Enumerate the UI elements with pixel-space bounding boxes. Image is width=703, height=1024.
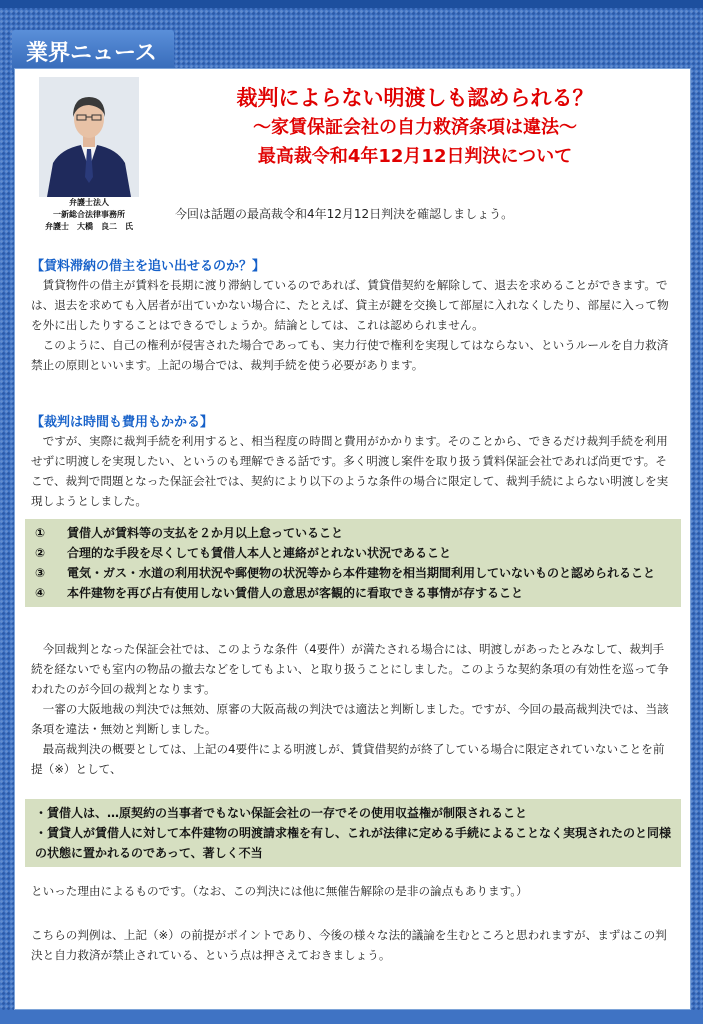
condition-item [35,543,671,563]
title-line-1: 裁判によらない明渡しも認められる？ [236,86,594,110]
top-banner [0,0,703,8]
condition-item [35,583,671,603]
conditions-box [25,519,681,607]
condition-text: 合理的な手段を尽くしても賃借人本人と連絡がとれない状況であること [67,546,452,560]
condition-text: 賃借人が賃料等の支払を２か月以上怠っていること [67,526,344,540]
title-line-3: 最高裁令和4年12月12日判決について [257,146,573,167]
paragraph: 賃貸物件の借主が賃料を長期に渡り滞納しているのであれば、賃貸借契約を解除して、退去を求めることができます。では、退去を求めても入居者が出ていかない場合に、たとえば、貸主が鍵を交換して部屋に入れなくしたり、部屋に入って物を外に出したりすることはできるでしょうか。結論としては、これは認められません。 [31,278,669,332]
paragraph: 最高裁判決の概要としては、上記の4要件による明渡しが、賃貸借契約が終了している場合に限定されていないことを前提（※）として、 [31,742,665,776]
condition-item [35,563,671,583]
condition-item [35,523,671,543]
condition-number: ② [35,546,46,560]
condition-number: ④ [35,586,46,600]
section-body-1 [31,275,675,375]
author-firm-name: 一新総合法律事務所 [53,210,125,219]
section-label: 業界ニュース [12,30,174,72]
paragraph: このように、自己の権利が侵害された場合であっても、実力行使で権利を実現してはならない、というルールを自力救済禁止の原則といいます。上記の場合では、裁判手続を使う必要があります。 [31,338,669,372]
section-body-2 [31,431,675,511]
reason-item: ・賃貸人が賃借人に対して本件建物の明渡請求権を有し、これが法律に定める手続によることなく実現されたのと同様の状態に置かれるのであって、著しく不当 [35,826,672,860]
intro-text: 今回は話題の最高裁令和4年12月12日判決を確認しましょう。 [175,207,514,221]
closing-paragraph-2: こちらの判例は、上記（※）の前提がポイントであり、今後の様々な法的議論を生むところと思われますが、まずはこの判決と自力救済が禁止されている、という点は押さえておきましょう。 [31,928,667,962]
title-line-2: ～家賃保証会社の自力救済条項は違法～ [253,117,577,138]
reasons-box [25,799,681,867]
section-heading-2: 【裁判は時間も費用もかかる】 [31,415,214,430]
author-portrait-image [39,77,139,197]
condition-number: ③ [35,566,46,580]
closing-2 [31,925,675,965]
author-name: 弁護士 大橋 良二 氏 [45,222,133,231]
article-panel [14,68,691,1010]
author-photo [39,77,139,197]
section-body-3 [31,639,675,779]
section-heading-1: 【賃料滞納の借主を追い出せるのか？】 [31,259,266,274]
paragraph: ですが、実際に裁判手続を利用すると、相当程度の時間と費用がかかります。そのことから、できるだけ裁判手続を利用せずに明渡しを実現したい、というのも理解できる話です。多く明渡し案件を取り扱う賃料保証会社であれば尚更です。そこで、裁判で問題となった保証会社では、契約により以下のような条件の場合に限定して、裁判手続によらない明渡しを実現しようとしました。 [31,434,669,508]
reason-item: ・賃借人は、…原契約の当事者でもない保証会社の一存でその使用収益権が制限されること [35,806,528,820]
article-title [165,83,665,171]
author-firm-type: 弁護士法人 [69,198,109,207]
paragraph: 一審の大阪地裁の判決では無効、原審の大阪高裁の判決では適法と判断しました。ですが、今回の最高裁判決では、当該条項を違法・無効と判断しました。 [31,702,669,736]
footer-strip [0,1010,703,1024]
condition-text: 本件建物を再び占有使用しない賃借人の意思が客観的に看取できる事情が存すること [67,586,524,600]
condition-text: 電気・ガス・水道の利用状況や郵便物の状況等から本件建物を相当期間利用していないものと認められること [67,566,656,580]
paragraph: 今回裁判となった保証会社では、このような条件（4要件）が満たされる場合には、明渡しがあったとみなして、裁判手続を経ないでも室内の物品の撤去などをしてもよい、と取り扱うことにしました。このような契約条項の有効性を巡って争われたのが今回の裁判となります。 [31,642,669,696]
closing-1 [31,881,675,901]
closing-paragraph-1: といった理由によるものです。（なお、この判決には他に無催告解除の是非の論点もあります。） [31,884,528,898]
condition-number: ① [35,526,46,540]
author-credit [21,197,157,233]
